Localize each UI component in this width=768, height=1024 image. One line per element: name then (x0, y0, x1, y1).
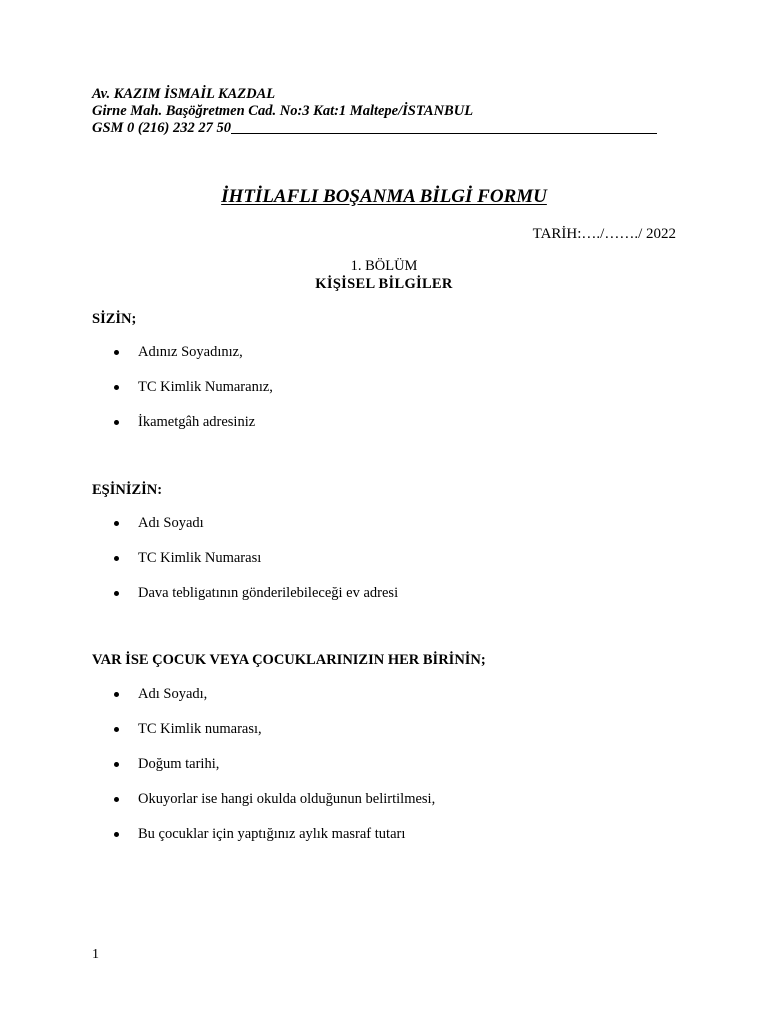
bullet-icon (114, 385, 119, 390)
list-item (114, 826, 405, 843)
lawyer-address: Girne Mah. Başöğretmen Cad. No:3 Kat:1 Maltepe/İSTANBUL (92, 103, 474, 119)
lawyer-phone-line (92, 120, 657, 137)
list-item (114, 686, 207, 703)
bullet-icon (114, 420, 119, 425)
list-item-text: Adınız Soyadınız, (138, 344, 243, 360)
list-item (114, 414, 255, 431)
list-item-text: Dava tebligatının gönderilebileceği ev adresi (138, 585, 399, 601)
page-number: 1 (92, 947, 99, 962)
lawyer-name: Av. KAZIM İSMAİL KAZDAL (92, 86, 276, 102)
bullet-icon (114, 727, 119, 732)
bullet-icon (114, 832, 119, 837)
list-item-text: TC Kimlik Numarası (138, 550, 262, 566)
list-item (114, 344, 243, 361)
list-item (114, 585, 398, 602)
bullet-icon (114, 521, 119, 526)
group-heading-spouse: EŞİNİZİN: (92, 482, 163, 498)
list-item (114, 721, 262, 738)
date-field: TARİH:…./……./ 2022 (532, 226, 676, 242)
list-item (114, 791, 435, 808)
document-title: İHTİLAFLI BOŞANMA BİLGİ FORMU (221, 186, 547, 207)
list-item (114, 756, 219, 773)
list-item-text: İkametgâh adresiniz (138, 414, 256, 430)
bullet-icon (114, 350, 119, 355)
list-item-text: Okuyorlar ise hangi okulda olduğunun belirtilmesi, (138, 791, 436, 807)
list-item-text: Doğum tarihi, (138, 756, 220, 772)
bullet-icon (114, 797, 119, 802)
bullet-icon (114, 762, 119, 767)
letterhead (92, 86, 657, 137)
group-heading-self: SİZİN; (92, 311, 137, 327)
list-item (114, 379, 273, 396)
section-number: 1. BÖLÜM (350, 258, 418, 274)
list-item-text: Adı Soyadı (138, 515, 204, 531)
list-item-text: TC Kimlik numarası, (138, 721, 262, 737)
group-heading-children: VAR İSE ÇOCUK VEYA ÇOCUKLARINIZIN HER BİRİNİN; (92, 652, 486, 668)
section-title: KİŞİSEL BİLGİLER (315, 276, 453, 292)
bullet-icon (114, 556, 119, 561)
bullet-icon (114, 591, 119, 596)
list-item (114, 550, 261, 567)
bullet-icon (114, 692, 119, 697)
list-item (114, 515, 204, 532)
lawyer-phone: GSM 0 (216) 232 27 50 (92, 120, 231, 136)
list-item-text: Bu çocuklar için yaptığınız aylık masraf tutarı (138, 826, 406, 842)
list-item-text: TC Kimlik Numaranız, (138, 379, 273, 395)
list-item-text: Adı Soyadı, (138, 686, 208, 702)
letterhead-rule (231, 133, 657, 134)
